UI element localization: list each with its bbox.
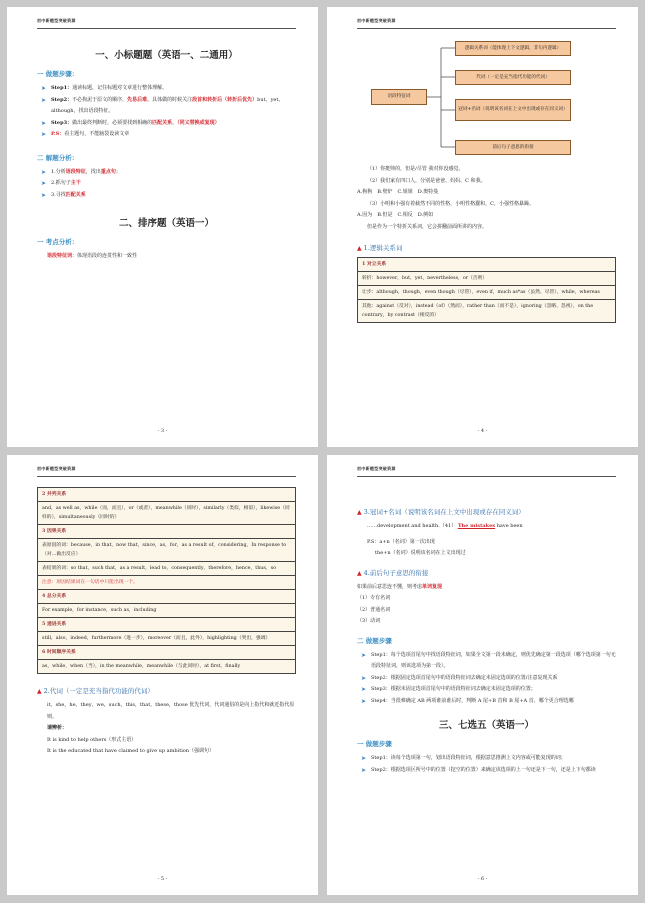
sub-heading: ▲ 1.逻辑关系词 [357,244,403,252]
list-item: （3）动词 [357,618,381,624]
kp-text: 语段特征词：体现语段的连贯性和一致性 [47,253,138,259]
step-4: ➤ Step4：当很难确定 AB 两项谁前谁后时，判断 A 尾+B 首和 B 尾+A 首，哪个更合理选哪 [357,696,616,708]
section-title: 三、七选五（英语一） [438,720,534,731]
example-line: ……development and health.（41） The mistakes have been [367,523,523,529]
pronoun-example: It is kind to help others（形式主语） [47,736,137,743]
question-3: （3）小明和小强有着截然不同的性格，小明性格蠢和，C，小强性格暴躁。 [367,200,535,207]
ps-note: ➤ P.S：看主题句，不能脑袋设读文章 [37,129,296,141]
table-header: 6 时间顺序关系 [38,646,295,660]
table-header: 2 并列关系 [38,488,295,502]
arrow-icon: ➤ [361,651,367,659]
sub-heading: ▲ 4.前后句子意思的衔接 [357,568,429,577]
page-5 [7,455,318,895]
arrow-icon: ➤ [41,119,47,127]
mind-map-item: 逻辑关系词（能体现上下文逻辑，非句内逻辑） [455,41,571,56]
arrow-icon: ➤ [361,766,367,774]
analysis-1: ➤ 1.分析语段特征，找出重点句； [37,167,296,179]
page-6 [327,455,638,895]
mind-map [357,35,616,160]
pronoun-example: It is the educated that have claimed to give up ambition（强调句） [47,748,215,754]
analysis-2: ➤ 2.抓句子主干 [37,178,296,190]
ps-line: P.S：a+n（名词）第一次出现 [367,538,435,545]
mind-map-item: 冠词+名词（说明该名词在上文中出现或存在同义词） [455,99,571,121]
arrow-icon: ➤ [41,131,47,138]
table-row: 其他：against（反对），instead（of）（然而），rather than（而不是），ignoring（忽略、忽视），on the contrary，by contrast（相反的） [362,304,594,318]
question-note: 但是作为一个特折关系词，它会拼翻前面所讲的内容。 [367,223,488,230]
arrow-icon: ➤ [41,96,47,104]
triangle-icon: ▲ [37,688,42,695]
page-header: 初中新题型突破资源 [357,18,616,29]
page-header: 初中新题型突破资源 [37,466,296,477]
page-header: 初中新题型突破资源 [37,18,296,29]
arrow-icon: ➤ [41,191,47,199]
page-number: - 6 - [477,876,488,882]
steps-heading: 一 做题步骤 [357,740,392,748]
sub-heading: ▲ 2.代词（一定是充当指代功能的代词） [37,687,154,695]
table-row: 表原因的词：because，in that，now that，since，as，for，as a result of，considering，In response to（对…做出反应） [38,539,295,562]
table-row: and，as well as，while（而，而且），or（或者），meanwhile（同时），similarly（类似，相似），likewise（同样的），simultaneously（同时的） [38,502,295,525]
step-1: ➤ Step1：每个选项首尾句中找语段特征词，如果全文第一段未确定，则优先确定第一段选项（哪个选项第一句无语段特征词，则该选项为第一段）。 [361,651,616,669]
step-2: ➤ Step2：不必拘泥于原文的顺序，先易后难。具体做的时候关注段首和转折后（转折后优先）but、yet、although，找出语段特征。 [41,96,284,114]
mind-map-center: 语段特征词 [371,89,427,105]
list-item: （2）普通名词 [357,606,391,613]
link-intro: 如果前后意思连不懂，则考虑单词复现 [357,583,443,590]
arrow-icon: ➤ [41,180,47,187]
step-3: ➤ Step3：根据未固定选项首尾句中的语段特征词去确定未固定选项的位置； [357,684,616,696]
table-header: 5 递进关系 [38,618,295,632]
page-header: 初中新题型突破资源 [357,466,616,477]
triangle-icon: ▲ [357,245,362,252]
table-header: 3 因果关系 [38,525,295,539]
table-row: as，while，when（当），in the meanwhile，meanwhile（与此同时），at first，finally [42,664,241,669]
arrow-icon: ➤ [361,674,367,682]
question-1: （1）你挺帅的，但是/尽管 我对你没感觉。 [367,166,464,172]
table-row: 表结果的词：so that，such that，as a result，lead to，consequently，therefore，hence，thus，so [38,562,295,576]
page-number: - 4 - [477,428,488,434]
analysis-3: ➤ 3.寻找匹配关系 [37,190,296,202]
table-row: still，also，indeed，furthermore（进一步），moreover（而且，此外），highlighting（突出，强调） [38,632,295,646]
list-item: （1）专有名词 [357,595,391,601]
triangle-icon: ▲ [357,569,362,577]
question-2: （2）我们家有四口人，分别是爸爸、妈妈、C 和我。 [367,177,486,184]
arrow-icon: ➤ [41,168,47,176]
step-1: ➤ Step1：读每个选项第一句，划出语段特征词，根据意思推测上文内容或可能复现的词； [357,753,616,765]
page-number: - 3 - [157,428,168,434]
arrow-icon: ➤ [361,686,367,693]
page-3 [7,7,318,447]
steps-heading: 一 做题步骤： [37,70,79,78]
kp-heading: 一 考点分析： [37,238,79,246]
step-2: ➤ Step2：根据固定选项首尾句中的语段特征词去确定未固定选项的位置/注意复现关系 [357,673,616,685]
pronoun-text: it，she，he，they，we，such，this，that，these，those 优先代词，代词通俗的是向上指代和就近指代原则。 [47,702,295,720]
question-2-options: A.狗狗 B.壁炉 C.姐姐 D.奥特曼 [357,189,439,195]
analysis-heading: 二 解题分析： [37,153,79,162]
arrow-icon: ➤ [361,755,367,762]
arrow-icon: ➤ [361,697,367,705]
table-row: 让步：although，though，even though（尽管），even if，much as*as（虽然、尽管），while，whereas [358,286,615,300]
table-header: 1 对立关系 [358,258,615,272]
page-4 [327,7,638,447]
section-title-2: 二、排序题（英语一） [118,218,214,229]
page-number: - 5 - [157,876,168,882]
steps-heading: 二 做题步骤 [357,636,392,645]
question-3-options: A.因为 B.但是 C.相反 D.例如 [357,212,434,218]
step-1: ➤ Step1：通读标题，记住标题对文章进行整体理解。 [37,83,296,95]
logic-words-table [357,257,616,323]
sub-heading: ▲ 3.冠词+名词（说明该名词在上文中出现或存在同义词） [357,508,525,516]
ps-line: the+n（名词）说明该名词在上文出现过 [375,550,466,556]
table-row: For example，for instance，such as，including [38,604,295,618]
triangle-icon: ▲ [357,509,362,516]
step-2: ➤ Step2：根据选项区所号中的位置（挖空的位置）来确定该选项的上一句还是下一句，还是上下句都读 [357,765,616,777]
mind-map-item: 前后句子意思的衔接 [455,140,571,155]
mind-map-item: 代词（一定是充当指代功能的代词） [455,70,571,85]
table-row: 转折：however，but，yet，nevertheless，or（否则） [358,272,615,286]
relation-words-table [37,487,296,674]
table-header: 4 总分关系 [38,590,295,604]
step-3: ➤ Step3：做出最终判断时，必须要找到相确的匹配关系。（同义替换或复现） [37,118,296,130]
pronoun-label: 请辨析： [47,725,68,731]
table-row: 注意：原因结果词在一句话中只能出现一个。 [38,576,295,590]
section-title: 一、小标题题（英语一、二通用） [95,50,238,61]
arrow-icon: ➤ [41,85,47,92]
